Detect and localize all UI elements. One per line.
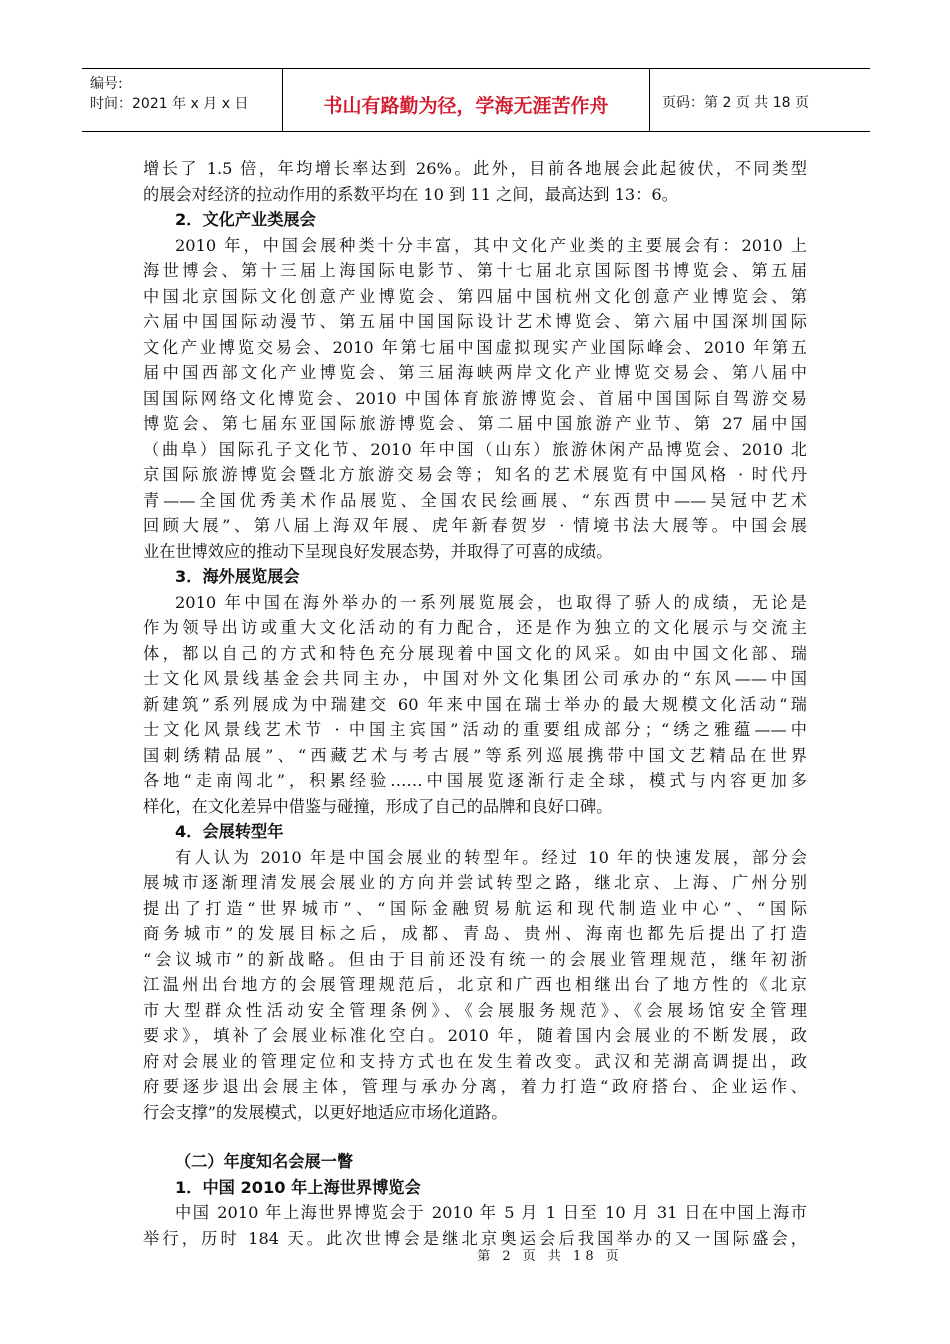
section-heading-notable-exhibitions: （二）年度知名会展一瞥 [175, 1152, 354, 1171]
text-line: 2010 年中国在海外举办的一系列展览展会，也取得了骄人的成绩，无论是 [175, 592, 807, 612]
text-line: 博览会、第七届东亚国际旅游博览会、第二届中国旅游产业节、第 27 届中国 [143, 414, 807, 433]
time-label: 时间：2021 年 x 月 x 日 [90, 96, 249, 112]
text-line: 的展会对经济的拉动作用的系数平均在 10 到 11 之间，最高达到 13：6。 [143, 184, 678, 204]
text-line: 业在世博效应的推动下呈现良好发展态势，并取得了可喜的成绩。 [143, 541, 613, 561]
text-line: 提出了打造“世界城市”、“国际金融贸易航运和现代制造业中心”、“国际 [143, 898, 807, 918]
text-line: 体，都以自己的方式和特色充分展现着中国文化的风采。如由中国文化部、瑞 [143, 643, 807, 663]
text-line: 京国际旅游博览会暨北方旅游交易会等；知名的艺术展览有中国风格 · 时代丹 [143, 465, 807, 484]
text-line: 国国际网络文化博览会、2010 中国体育旅游博览会、首届中国国际自驾游交易 [143, 388, 807, 408]
heading-cultural-industry: 2．文化产业类展会 [175, 210, 316, 229]
text-line: 要求》，填补了会展业标准化空白。2010 年，随着国内会展业的不断发展，政 [143, 1026, 807, 1045]
text-line: 国刺绣精品展”、“西藏艺术与考古展”等系列巡展携带中国文艺精品在世界 [143, 745, 807, 765]
text-line: 青——全国优秀美术作品展览、全国农民绘画展、“东西贯中——吴冠中艺术 [143, 490, 807, 510]
text-line: 市大型群众性活动安全管理条例》、《会展服务规范》、《会展场馆安全管理 [143, 1000, 807, 1020]
text-line: 中国北京国际文化创意产业博览会、第四届中国杭州文化创意产业博览会、第 [143, 286, 807, 306]
text-line: 文化产业博览交易会、2010 年第七届中国虚拟现实产业国际峰会、2010 年第五 [143, 337, 807, 357]
document-body [143, 156, 807, 1251]
text-line: 各地“走南闯北”，积累经验……中国展览逐渐行走全球，模式与内容更加多 [143, 771, 807, 790]
text-line: 增长了 1.5 倍，年均增长率达到 26%。此外，目前各地展会此起彼伏，不同类型 [143, 159, 807, 178]
text-line: 府要逐步退出会展主体，管理与承办分离，着力打造“政府搭台、企业运作、 [143, 1077, 807, 1096]
paragraph-transition-year [143, 845, 807, 1126]
number-label: 编号: [90, 76, 123, 92]
text-line: 举行，历时 184 天。此次世博会是继北京奥运会后我国举办的又一国际盛会， [143, 1228, 807, 1248]
header-meta [82, 69, 283, 131]
text-line: 作为领导出访或重大文化活动的有力配合，还是作为独立的文化展示与交流主 [143, 618, 807, 637]
text-line: （曲阜）国际孔子文化节、2010 年中国（山东）旅游休闲产品博览会、2010 北 [143, 439, 807, 459]
text-line: 2010 年，中国会展种类十分丰富，其中文化产业类的主要展会有：2010 上 [175, 235, 807, 255]
paragraph-cultural-industry [143, 233, 807, 565]
page-footer: 第 2 页 共 18 页 [477, 1249, 623, 1264]
header-motto: 书山有路勤为径，学海无涯苦作舟 [283, 69, 650, 131]
text-line: 府对会展业的管理定位和支持方式也在发生着改变。武汉和芜湖高调提出，政 [143, 1051, 807, 1071]
paragraph-shanghai-expo [143, 1200, 807, 1251]
text-line: 海世博会、第十三届上海国际电影节、第十七届北京国际图书博览会、第五届 [143, 261, 807, 280]
heading-transition-year: 4．会展转型年 [175, 822, 284, 841]
text-line: 商务城市”的发展目标之后，成都、青岛、贵州、海南也都先后提出了打造 [143, 924, 807, 943]
text-line: 展城市逐渐理清发展会展业的方向并尝试转型之路，继北京、上海、广州分别 [143, 873, 807, 892]
header-page-info: 页码：第 2 页 共 18 页 [662, 95, 809, 111]
header-table [82, 68, 870, 132]
text-line: 回顾大展”、第八届上海双年展、虎年新春贺岁 · 情境书法大展等。中国会展 [143, 516, 807, 535]
heading-overseas-exhibitions: 3．海外展览展会 [175, 567, 300, 586]
text-line: 中国 2010 年上海世界博览会于 2010 年 5 月 1 日至 10 月 31 日在中国上海市 [175, 1203, 807, 1222]
text-line: 士文化风景线基金会共同主办，中国对外文化集团公司承办的“东风——中国 [143, 669, 807, 688]
text-line: 六届中国国际动漫节、第五届中国国际设计艺术博览会、第六届中国深圳国际 [143, 312, 807, 331]
text-line: 新建筑”系列展成为中瑞建交 60 年来中国在瑞士举办的最大规模文化活动“瑞 [143, 694, 807, 714]
text-line: 样化，在文化差异中借鉴与碰撞，形成了自己的品牌和良好口碑。 [143, 796, 613, 816]
text-line: 届中国西部文化产业博览会、第三届海峡两岸文化产业博览交易会、第八届中 [143, 363, 807, 382]
heading-shanghai-expo: 1．中国 2010 年上海世界博览会 [175, 1177, 421, 1197]
text-line: 有人认为 2010 年是中国会展业的转型年。经过 10 年的快速发展，部分会 [175, 847, 807, 867]
text-line: 士文化风景线艺术节 · 中国主宾国”活动的重要组成部分；“绣之雅蕴——中 [143, 720, 807, 739]
paragraph-overseas-exhibitions [143, 590, 807, 820]
text-line: 行会支撑”的发展模式，以更好地适应市场化道路。 [143, 1102, 508, 1122]
paragraph-continued [143, 156, 807, 207]
text-line: 江温州出台地方的会展管理规范后，北京和广西也相继出台了地方性的《北京 [143, 975, 807, 994]
text-line: “会议城市”的新战略。但由于目前还没有统一的会展业管理规范，继年初浙 [143, 949, 807, 969]
spacer [143, 1125, 807, 1149]
